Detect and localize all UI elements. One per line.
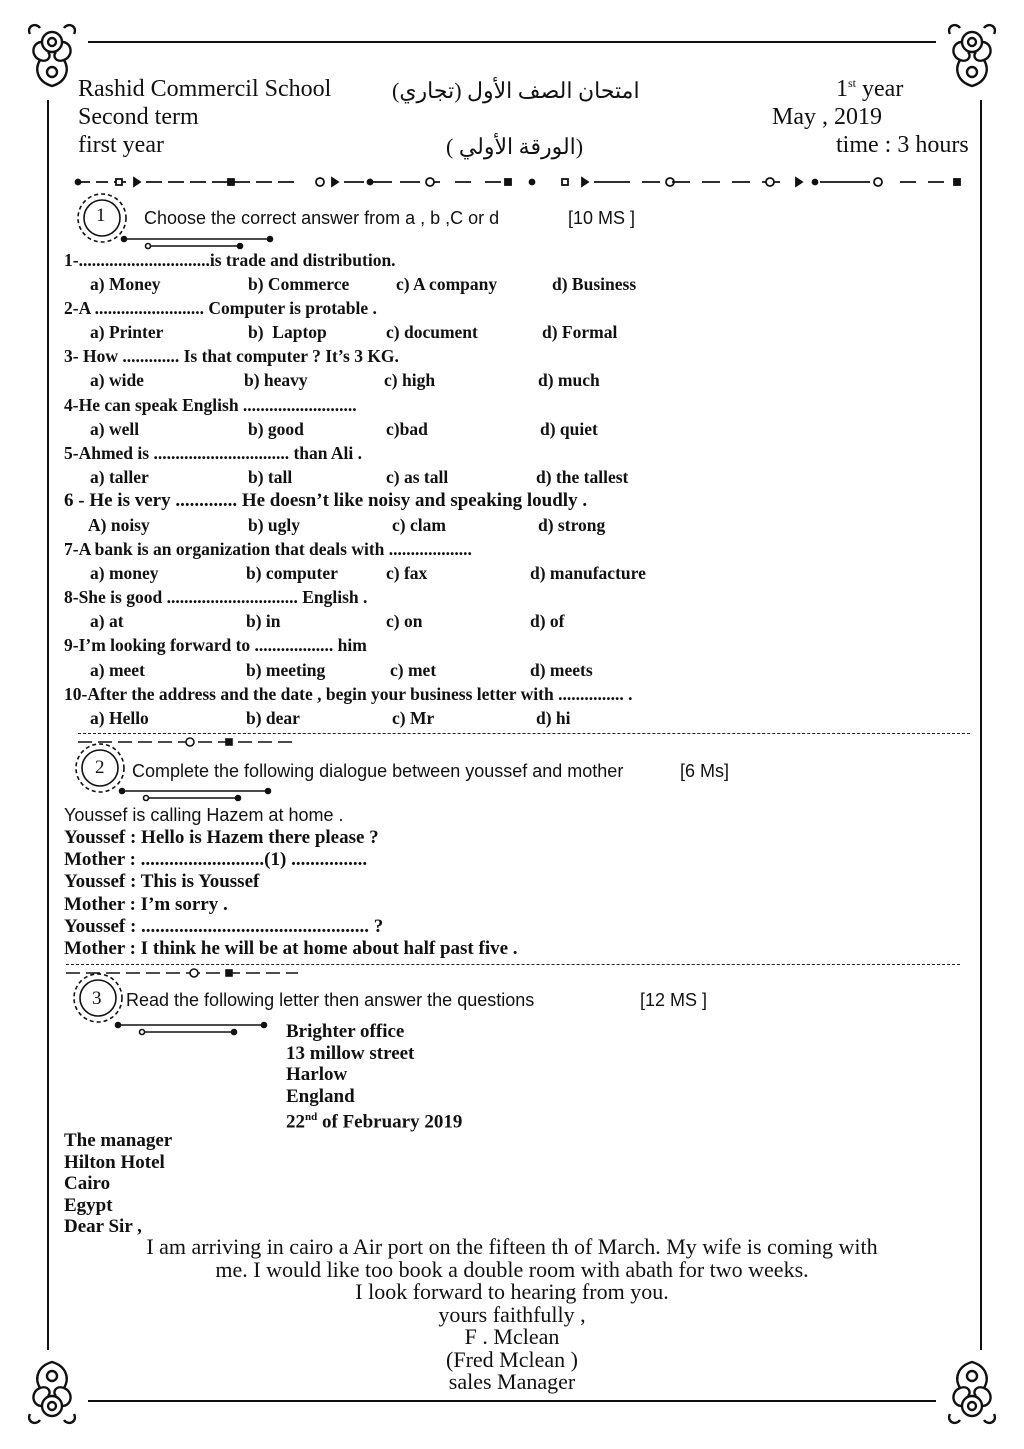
arabic-exam-title: امتحان الصف الأول (تجاري): [392, 78, 640, 103]
frame-top-line: [88, 41, 936, 43]
option-a: a) taller: [90, 467, 149, 487]
exam-date: May , 2019: [772, 104, 882, 130]
letter-closing: yours faithfully ,: [438, 1301, 586, 1327]
option-a: a) Hello: [90, 708, 149, 728]
address-line: Cairo: [64, 1173, 111, 1194]
address-line: Egypt: [64, 1194, 113, 1216]
section-title: Choose the correct answer from a , b ,C or d: [144, 208, 500, 228]
question-stem: 8-She is good .............................. English .: [64, 587, 368, 607]
option-b: b) Commerce: [248, 274, 350, 294]
option-d: d) the tallest: [536, 467, 629, 487]
title-underline-ornament: [118, 786, 278, 802]
letter-line: me. I would like too book a double room with abath for two weeks.: [215, 1256, 809, 1282]
question-stem: 3- How ............. Is that computer ? It’s 3 KG.: [64, 346, 399, 366]
section-title: Complete the following dialogue between youssef and mother: [132, 761, 624, 781]
corner-ornament-icon: [942, 20, 1002, 96]
exam-duration: time : 3 hours: [836, 132, 969, 158]
option-c: c)bad: [386, 419, 428, 439]
address-line: The manager: [64, 1130, 173, 1151]
section-marks: [10 MS ]: [568, 208, 636, 228]
frame-left-line: [47, 100, 49, 1350]
section-number: 3: [92, 988, 102, 1009]
option-a: A) noisy: [88, 515, 150, 535]
section-separator: [78, 733, 970, 734]
letter-line: I look forward to hearing from you.: [355, 1279, 669, 1304]
sender-address: [286, 1021, 462, 1133]
question-stem: 6 - He is very ............. He doesn’t like noisy and speaking loudly .: [64, 490, 588, 511]
year-suffix: st: [848, 76, 857, 90]
option-d: d) of: [530, 611, 565, 631]
option-c: c) fax: [386, 563, 428, 583]
dialogue-line: Youssef : Hello is Hazem there please ?: [64, 827, 379, 848]
section-number: 1: [96, 205, 106, 226]
question-stem: 9-I’m looking forward to .................. him: [64, 635, 367, 655]
option-d: d) Business: [552, 274, 637, 294]
recipient-address: [64, 1130, 172, 1238]
option-c: c) as tall: [386, 467, 449, 487]
option-a: a) money: [90, 563, 159, 583]
question-stem: 10-After the address and the date , begin your business letter with ............... .: [64, 684, 633, 704]
title-underline-ornament: [114, 1020, 274, 1036]
letter-date: [286, 1107, 462, 1133]
option-b: b) computer: [246, 563, 338, 583]
section-number: 2: [95, 757, 105, 778]
letter-line: I am arriving in cairo a Air port on the fifteen th of March. My wife is coming with: [146, 1234, 878, 1259]
option-b: b) ugly: [248, 515, 301, 535]
ornamental-divider: [70, 174, 970, 190]
signer-full-name: (Fred Mclean ): [446, 1346, 578, 1372]
address-line: England: [286, 1085, 355, 1107]
signer-title: sales Manager: [448, 1369, 576, 1394]
address-line: Brighter office: [286, 1021, 405, 1042]
date-day: 22: [286, 1111, 305, 1133]
letter-body: [62, 1236, 962, 1394]
option-d: d) manufacture: [530, 563, 646, 583]
corner-ornament-icon: [22, 20, 82, 96]
option-b: b) tall: [248, 467, 293, 487]
date-rest: of February 2019: [317, 1111, 463, 1133]
option-b: b) Laptop: [248, 322, 327, 342]
option-c: c) A company: [396, 274, 498, 294]
option-b: b) good: [248, 419, 304, 439]
option-a: a) Printer: [90, 322, 164, 342]
section-marks: [6 Ms]: [680, 761, 730, 781]
option-d: d) much: [538, 370, 600, 390]
option-c: c) high: [384, 370, 436, 390]
dialogue-intro: Youssef is calling Hazem at home .: [64, 805, 344, 825]
date-suffix: nd: [305, 1111, 318, 1123]
dialogue-line: Mother : ..........................(1) ................: [64, 849, 368, 870]
year-number: 1: [836, 76, 848, 102]
question-stem: 1-..............................is trade and distribution.: [64, 250, 396, 270]
dialogue-line: Youssef : ................................................ ?: [64, 916, 384, 937]
option-c: c) on: [386, 611, 423, 631]
dialogue-line: Mother : I’m sorry .: [64, 894, 228, 915]
option-c: c) met: [390, 660, 437, 680]
option-a: a) at: [90, 611, 124, 631]
address-line: Hilton Hotel: [64, 1151, 165, 1173]
section-marks: [12 MS ]: [640, 990, 708, 1010]
address-line: 13 millow street: [286, 1042, 415, 1064]
option-c: c) document: [386, 322, 478, 342]
option-c: c) clam: [392, 515, 446, 535]
option-a: a) Money: [90, 274, 161, 294]
address-line: Harlow: [286, 1064, 348, 1085]
option-d: d) meets: [530, 660, 593, 680]
option-b: b) dear: [246, 708, 300, 728]
option-b: b) heavy: [244, 370, 308, 390]
frame-right-line: [980, 100, 982, 1350]
year-word: year: [856, 76, 904, 102]
option-c: c) Mr: [392, 708, 435, 728]
option-a: a) wide: [90, 370, 144, 390]
question-stem: 4-He can speak English ..........................: [64, 395, 357, 415]
frame-bottom-line: [88, 1400, 936, 1402]
signature: F . Mclean: [464, 1324, 560, 1349]
question-stem: 5-Ahmed is ............................... than Ali .: [64, 443, 363, 463]
term-label: Second term: [78, 104, 199, 130]
title-underline-ornament: [120, 234, 280, 250]
option-d: d) Formal: [542, 322, 618, 342]
arabic-paper-label: (الورقة الأولي ): [446, 134, 584, 159]
option-d: d) quiet: [540, 419, 598, 439]
section-title: Read the following letter then answer the questions: [126, 990, 535, 1010]
dialogue-line: Mother : I think he will be at home about half past five .: [64, 938, 518, 959]
option-a: a) meet: [90, 660, 145, 680]
option-b: b) in: [246, 611, 281, 631]
option-d: d) hi: [536, 708, 571, 728]
salutation: Dear Sir ,: [64, 1216, 142, 1237]
question-stem: 2-A ......................... Computer is protable .: [64, 298, 377, 318]
grade-level: first year: [78, 132, 164, 158]
option-d: d) strong: [538, 515, 606, 535]
question-stem: 7-A bank is an organization that deals with ...................: [64, 539, 472, 559]
option-a: a) well: [90, 419, 140, 439]
option-b: b) meeting: [246, 660, 326, 680]
dialogue-line: Youssef : This is Youssef: [64, 871, 260, 892]
year-label: [836, 76, 903, 103]
school-name: Rashid Commercil School: [78, 76, 332, 102]
section-separator: [66, 964, 960, 965]
